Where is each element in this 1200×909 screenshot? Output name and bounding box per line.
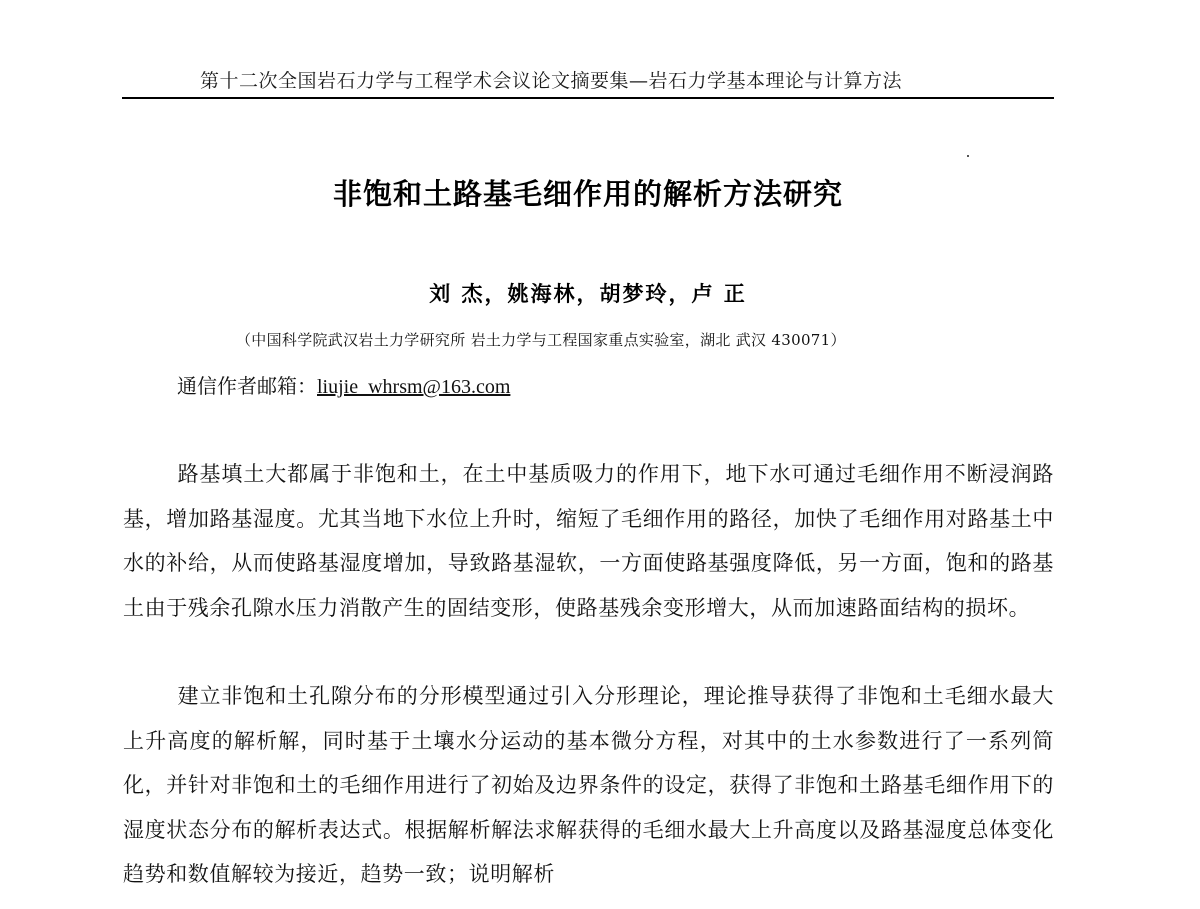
header-rule bbox=[122, 97, 1054, 99]
body-paragraph-2: 建立非饱和土孔隙分布的分形模型通过引入分形理论，理论推导获得了非饱和土毛细水最大上升高度的解析解，同时基于土壤水分运动的基本微分方程，对其中的土水参数进行了一系列简化，并针对非饱和土的毛细作用进行了初始及边界条件的设定，获得了非饱和土路基毛细作用下的湿度状态分布的解析表达式。根据解析解法求解获得的毛细水最大上升高度以及路基湿度总体变化趋势和数值解较为接近，趋势一致；说明解析 bbox=[123, 684, 1054, 886]
body-paragraph-1: 路基填土大都属于非饱和土，在土中基质吸力的作用下，地下水可通过毛细作用不断浸润路基，增加路基湿度。尤其当地下水位上升时，缩短了毛细作用的路径，加快了毛细作用对路基土中水的补给，从而使路基湿度增加，导致路基湿软，一方面使路基强度降低，另一方面，饱和的路基土由于残余孔隙水压力消散产生的固结变形，使路基残余变形增大，从而加速路面结构的损坏。 bbox=[123, 462, 1054, 620]
running-header: 第十二次全国岩石力学与工程学术会议论文摘要集—岩石力学基本理论与计算方法 bbox=[200, 70, 903, 92]
correspondence-label: 通信作者邮箱： bbox=[177, 374, 317, 398]
paper-title: 非饱和土路基毛细作用的解析方法研究 bbox=[332, 177, 843, 211]
email-link[interactable]: liujie_whrsm@163.com bbox=[317, 376, 511, 398]
correspondence-line bbox=[177, 370, 510, 399]
author-list: 刘 杰，姚海林，胡梦玲，卢 正 bbox=[429, 282, 747, 306]
scan-speck bbox=[967, 155, 969, 157]
affiliation: （中国科学院武汉岩土力学研究所 岩土力学与工程国家重点实验室，湖北 武汉 430071） bbox=[236, 331, 846, 349]
